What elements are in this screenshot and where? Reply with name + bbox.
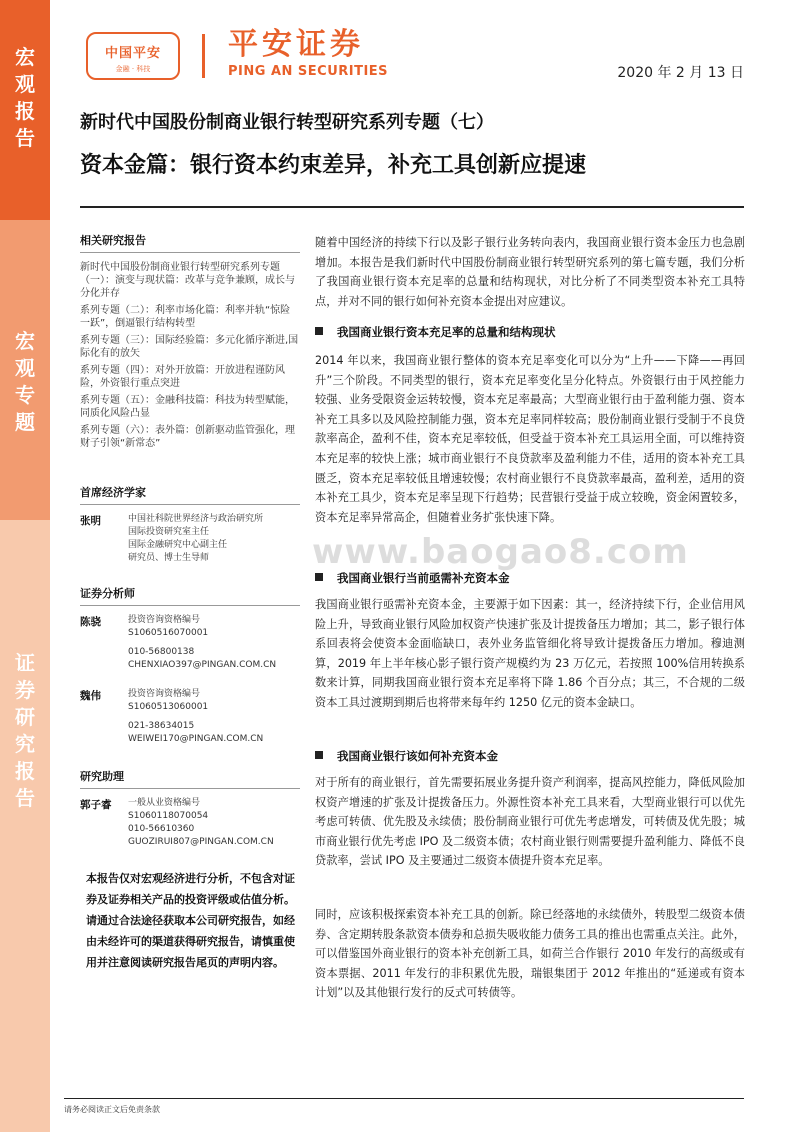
related-report-item[interactable]: 系列专题（六）：表外篇：创新驱动监管强化，理财子引领“新常态” [80,425,295,449]
assistant-heading: 研究助理 [80,768,300,789]
watermark: www.baogao8.com [312,532,689,572]
person-card [80,797,300,849]
person-info [128,513,263,565]
section-band-macro-topic [0,220,50,520]
related-report-item[interactable]: 系列专题（四）：对外开放篇：开放进程谨防风险，外资银行重点突进 [80,365,285,389]
band-char: 证 [15,651,35,675]
square-bullet-icon [315,751,323,759]
report-series-title: 新时代中国股份制商业银行转型研究系列专题（七） [80,112,494,133]
person-info-line: 一般从业资格编号 [128,798,201,808]
chief-economist [80,484,300,565]
section-heading [315,570,510,586]
section-band-macro-report [0,0,50,220]
person-info-line: 010-56800138 [128,647,195,657]
section-heading [315,324,556,340]
ping-an-logo-tagline: 金融 · 科技 [115,65,151,73]
intro-paragraph: 随着中国经济的持续下行以及影子银行业务转向表内，我国商业银行资本金压力也急剧增加。本报告是我们新时代中国股份制商业银行转型研究系列的第七篇专题，我们分析了我国商业银行资本充足率的总量和结构现状，对比分析了不同类型资本补充工具特点，并对不同的银行如何补充资本金提出对应建议。 [315,236,745,308]
person-name: 郭子睿 [80,799,112,811]
report-date: 2020 年 2 月 13 日 [617,65,744,81]
section-body: 2014 年以来，我国商业银行整体的资本充足率变化可以分为“上升——下降——再回升”三个阶段。不同类型的银行，资本充足率变化呈分化特点。外资银行由于风控能力较强、业务受限资金运转较慢，资本充足率最高；大型商业银行由于盈利能力强、资本补充工具多以及风险控制能力强，资本充足率同样较高；股份制商业银行受制于不良贷款率高企，盈利不佳，资本充足率较低，但受益于资本补充工具运用全面，可以维持资本充足率的较快上涨；城市商业银行不良贷款率及盈利能力不佳，适用的资本补充工具匮乏，资本充足率较低且增速较慢；农村商业银行不良贷款率最高，盈利差，适用的资本补充工具少，资本充足率呈现下行趋势；民营银行受益于成立较晚，资金闲置较多，资本充足率异常高企，但随着业务扩张快速下降。 [315,354,745,524]
band-char: 专 [15,383,35,407]
band-char: 告 [15,786,35,810]
ping-an-logo [86,32,180,80]
related-reports [80,232,300,454]
square-bullet-icon [315,327,323,335]
person-card [80,513,300,565]
square-bullet-icon [315,573,323,581]
band-char: 研 [15,705,35,729]
related-report-item[interactable]: 系列专题（三）：国际经验篇：多元化循序渐进,国际化有的放矢 [80,335,299,359]
person-card [80,688,300,746]
person-info-line: 国际投资研究室主任 [128,527,210,537]
ping-an-logo-text: 中国平安 [104,46,161,61]
related-reports-heading: 相关研究报告 [80,232,300,253]
logo-chinese: 平安证券 [228,27,364,62]
analysts-heading: 证券分析师 [80,585,300,606]
section-heading-text: 我国商业银行该如何补充资本金 [337,749,498,763]
person-name: 陈骁 [80,616,101,628]
person-name: 张明 [80,515,101,527]
person-info [128,614,276,672]
section-heading-text: 我国商业银行当前亟需补充资本金 [337,571,510,585]
person-info-line: 010-56610360 [128,824,195,834]
person-email[interactable]: GUOZIRUI807@PINGAN.COM.CN [128,837,274,847]
related-reports-list [80,261,300,450]
logo-english: PING AN SECURITIES [228,64,389,79]
research-assistant [80,768,300,849]
person-email[interactable]: CHENXIAO397@PINGAN.COM.CN [128,660,277,670]
section-heading-text: 我国商业银行资本充足率的总量和结构现状 [337,325,556,339]
sidebar-disclaimer [86,868,300,973]
disclaimer-paragraph: 请通过合法途径获取本公司研究报告，如经由未经许可的渠道获得研究报告，请慎重使用并注意阅读研究报告尾页的声明内容。 [86,914,295,969]
band-char: 券 [15,678,35,702]
ping-an-securities-logo [228,28,388,79]
person-info-line: 国际金融研究中心副主任 [128,540,228,550]
chief-economist-heading: 首席经济学家 [80,484,300,505]
section-body: 我国商业银行亟需补充资本金，主要源于如下因素：其一，经济持续下行，企业信用风险上升，导致商业银行风险加权资产快速扩张及计提拨备压力增加；其二，影子银行体系回表将会使资本金面临缺口，表外业务监管细化将导致计提拨备压力增加。穆迪测算，2019 年上半年核心影子银行资产规模约为 23 万亿元，若按照 100%信用转换系数来计算，同期我国商业银行资本充足率将下降 1.86 个百分点；其三，不合规的二级资本工具过渡期到期后也将带来每年约 1250 亿元的资本金缺口。 [315,598,745,709]
securities-analysts [80,585,300,746]
band-char: 宏 [15,45,35,69]
person-email[interactable]: WEIWEI170@PINGAN.COM.CN [128,734,264,744]
person-info-line: S1060118070054 [128,811,209,821]
section-body: 对于所有的商业银行，首先需要拓展业务提升资产利润率，提高风控能力，降低风险加权资产增速的扩张及计提拨备压力。外源性资本补充工具来看，大型商业银行可以优先考虑可转债、优先股及永续债；股份制商业银行可优先考虑增发，可转债及优先股；城市商业银行优先考虑 IPO 及二级资本债；农村商业银行则需要提升盈利能力、降低不良贷款率，尝试 IPO 及主要通过二级资本债提升资本充足率。 [315,776,745,868]
person-info-line: 021-38634015 [128,721,195,731]
section-heading [315,748,498,764]
person-info-line: 研究员、博士生导师 [128,553,210,563]
band-char: 题 [15,410,35,434]
band-char: 报 [15,759,35,783]
section-body: 同时，应该积极探索资本补充工具的创新。除已经落地的永续债外，转股型二级资本债券、含定期转股条款资本债券和总损失吸收能力债务工具的推出也需重点关注。此外，可以借鉴国外商业银行的资本补充创新工具，如荷兰合作银行 2010 年发行的高级或有资本票据、2011 年发行的非积累优先股，瑞银集团于 2012 年推出的“延递或有资本计划”以及其他银行发行的反式可转债等。 [315,908,745,1000]
person-name: 魏伟 [80,690,101,702]
related-report-item[interactable]: 新时代中国股份制商业银行转型研究系列专题（一）：演变与现状篇：改革与竞争兼顾，成长与分化并存 [80,262,295,299]
person-info [128,688,263,746]
band-char: 宏 [15,329,35,353]
band-char: 究 [15,732,35,756]
report-main-title: 资本金篇：银行资本约束差异，补充工具创新应提速 [80,153,587,178]
logo-divider [202,34,205,78]
person-info-line: 中国社科院世界经济与政治研究所 [128,514,264,524]
related-report-item[interactable]: 系列专题（五）：金融科技篇：科技为转型赋能，同质化风险凸显 [80,395,295,419]
person-info [128,797,274,849]
person-info-line: S1060513060001 [128,702,209,712]
title-divider [80,206,744,208]
band-char: 报 [15,99,35,123]
band-char: 观 [15,356,35,380]
band-char: 告 [15,126,35,150]
footer-note: 请务必阅读正文后免责条款 [64,1105,160,1114]
person-card [80,614,300,672]
person-info-line: 投资咨询资格编号 [128,615,201,625]
band-char: 观 [15,72,35,96]
person-info-line: S1060516070001 [128,628,209,638]
section-band-securities-research [0,520,50,1132]
disclaimer-paragraph: 本报告仅对宏观经济进行分析，不包含对证券及证券相关产品的投资评级或估值分析。 [86,872,295,906]
footer-divider [64,1098,744,1099]
person-info-line: 投资咨询资格编号 [128,689,201,699]
related-report-item[interactable]: 系列专题（二）：利率市场化篇：利率并轨“惊险一跃”，倒逼银行结构转型 [80,305,291,329]
